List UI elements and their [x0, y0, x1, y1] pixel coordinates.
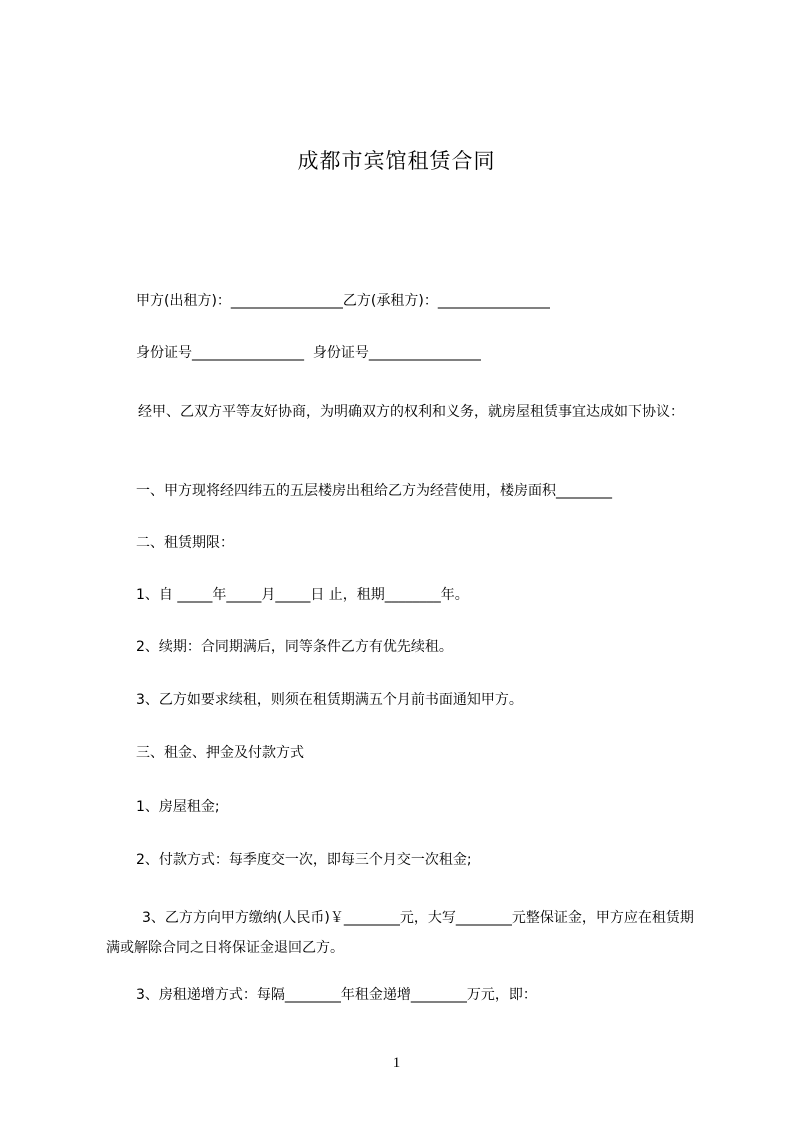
id-number-line: 身份证号________________ 身份证号________________ — [136, 345, 481, 361]
clause-3-heading: 三、租金、押金及付款方式 — [136, 745, 304, 761]
party-names-line: 甲方(出租方)：________________乙方(承租方)：________________ — [136, 293, 550, 309]
page-number: 1 — [392, 1055, 401, 1071]
clause-2-item-1: 1、自 _____年_____月_____日 止，租期________年。 — [136, 587, 469, 603]
clause-3-item-1: 1、房屋租金; — [136, 799, 220, 815]
clause-2-item-3: 3、乙方如要求续租，则须在租赁期满五个月前书面通知甲方。 — [136, 692, 523, 708]
clause-2-item-2: 2、续期：合同期满后，同等条件乙方有优先续租。 — [136, 639, 453, 655]
preamble-paragraph: 经甲、乙双方平等友好协商，为明确双方的权利和义务，就房屋租赁事宜达成如下协议： — [138, 404, 684, 420]
clause-1-lease-object: 一、甲方现将经四纬五的五层楼房出租给乙方为经营使用，楼房面积________ — [136, 483, 612, 499]
clause-2-heading: 二、租赁期限： — [136, 535, 234, 551]
clause-3-item-2: 2、付款方式：每季度交一次，即每三个月交一次租金; — [136, 852, 472, 868]
clause-3-deposit-paragraph: 3、乙方方向甲方缴纳(人民币)￥________元，大写________元整保证金，甲方应在租赁期满或解除合同之日将保证金退回乙方。 — [106, 910, 694, 956]
clause-3-rent-increase: 3、房租递增方式：每隔________年租金递增________万元，即： — [136, 987, 537, 1003]
document-title: 成都市宾馆租赁合同 — [297, 149, 496, 173]
